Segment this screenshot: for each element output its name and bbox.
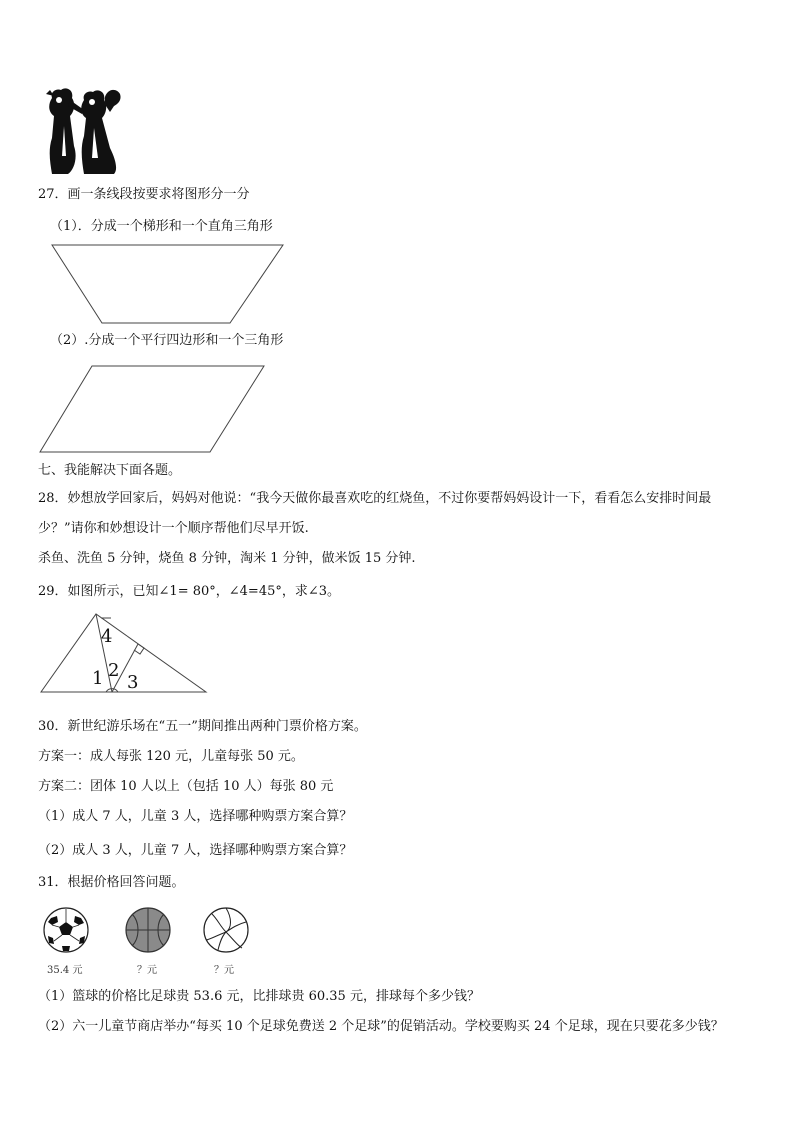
angle-4-label: 4 xyxy=(101,626,113,647)
question-30-plan-2: 方案二：团体 10 人以上（包括 10 人）每张 80 元 xyxy=(38,779,334,794)
volleyball-icon xyxy=(202,906,250,954)
question-27-title: 27．画一条线段按要求将图形分一分 xyxy=(38,187,250,202)
question-27-part-1: （1）．分成一个梯形和一个直角三角形 xyxy=(50,219,273,234)
soccer-ball-icon xyxy=(42,906,90,954)
question-31-sub-1: （1）篮球的价格比足球贵 53.6 元，比排球贵 60.35 元，排球每个多少钱？ xyxy=(38,989,480,1004)
question-29-text: 29．如图所示，已知∠1= 80°，∠4=45°，求∠3。 xyxy=(38,584,341,599)
question-30-intro: 30．新世纪游乐场在“五一”期间推出两种门票价格方案。 xyxy=(38,719,367,734)
angle-1-label: 1 xyxy=(92,668,104,689)
trapezoid-shape xyxy=(50,243,286,325)
question-30-plan-1: 方案一：成人每张 120 元，儿童每张 50 元。 xyxy=(38,749,304,764)
basketball-icon xyxy=(124,906,172,954)
question-31-title: 31．根据价格回答问题。 xyxy=(38,875,185,890)
basketball-price: ？元 xyxy=(137,965,157,976)
question-28-line-2: 少？”请你和妙想设计一个顺序帮他们尽早开饭. xyxy=(38,521,309,536)
parallelogram-shape xyxy=(38,364,266,454)
volleyball-price: ？元 xyxy=(214,965,234,976)
silhouette-illustration xyxy=(44,86,128,176)
section-7-title: 七、我能解决下面各题。 xyxy=(38,463,182,478)
question-27-part-2: （2）.分成一个平行四边形和一个三角形 xyxy=(50,333,284,348)
angle-triangle-diagram xyxy=(38,612,210,694)
question-28-line-3: 杀鱼、洗鱼 5 分钟，烧鱼 8 分钟，淘米 1 分钟，做米饭 15 分钟. xyxy=(38,551,416,566)
soccer-ball-price: 35.4 元 xyxy=(47,965,83,976)
question-30-sub-2: （2）成人 3 人，儿童 7 人，选择哪种购票方案合算？ xyxy=(38,843,353,858)
question-31-sub-2: （2）六一儿童节商店举办“每买 10 个足球免费送 2 个足球”的促销活动。学校要购买 24 个足球，现在只要花多少钱？ xyxy=(38,1019,724,1034)
angle-3-label: 3 xyxy=(127,672,139,693)
question-30-sub-1: （1）成人 7 人，儿童 3 人，选择哪种购票方案合算？ xyxy=(38,809,353,824)
question-28-line-1: 28．妙想放学回家后，妈妈对他说：“我今天做你最喜欢吃的红烧鱼，不过你要帮妈妈设计一下，看看怎么安排时间最 xyxy=(38,491,712,506)
angle-2-label: 2 xyxy=(108,660,120,681)
